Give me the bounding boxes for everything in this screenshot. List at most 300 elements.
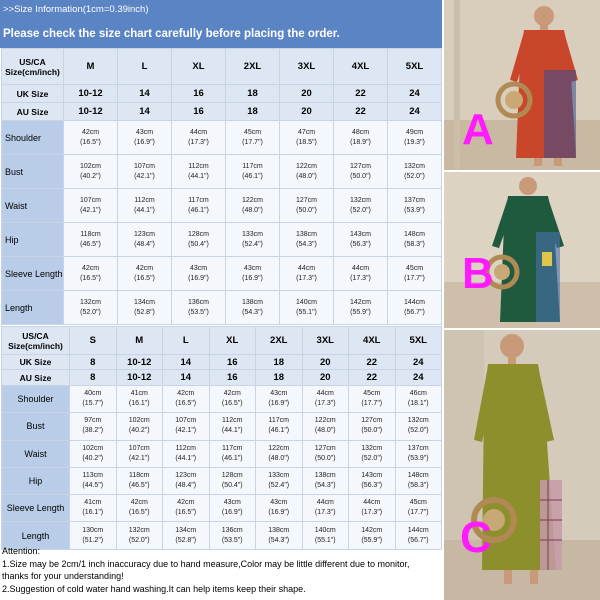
measurement-cm: 107cm (79, 196, 101, 204)
measurement-cm: 44cm (316, 499, 334, 507)
measurement-row (2, 257, 442, 291)
size-value-cell: 24 (388, 103, 442, 121)
size-value-cell: 22 (349, 370, 396, 386)
measurement-cm: 122cm (295, 162, 317, 170)
measurement-inch: (54.3") (314, 482, 336, 490)
measurement-cm: 102cm (82, 444, 104, 452)
measurement-inch: (17.3") (296, 274, 317, 282)
variant-letter-c: C (460, 513, 492, 562)
size-system-label (2, 370, 70, 386)
size-value-cell: 20 (280, 103, 334, 121)
measurement-row (2, 189, 442, 223)
size-header-row (2, 85, 442, 103)
measurement-cell (302, 467, 349, 494)
measurement-cm: 138cm (268, 526, 290, 534)
measurement-cm: 127cm (314, 444, 336, 452)
measurement-cell (256, 495, 303, 522)
measurement-row (2, 440, 442, 467)
measurement-inch: (15.7") (82, 400, 104, 408)
measurement-cm: 44cm (297, 264, 316, 272)
measurement-inch: (17.3") (188, 138, 209, 146)
measurement-cell (388, 291, 442, 325)
measurement-inch: (55.9") (361, 536, 383, 544)
measurement-cm: 143cm (361, 472, 383, 480)
measurement-inch: (53.9") (407, 454, 429, 462)
measurement-cm: 144cm (403, 298, 425, 306)
measurement-cm: 42cm (223, 390, 241, 398)
measurement-inch: (46.1") (221, 454, 243, 462)
measurement-inch: (40.2") (80, 172, 101, 180)
measurement-cell (209, 495, 256, 522)
measurement-cm: 118cm (80, 230, 101, 238)
measurement-name: Hip (2, 467, 70, 494)
measurement-cm: 148cm (403, 230, 425, 238)
size-value-cell: 3XL (302, 327, 349, 355)
attention-line-3: 2.Suggestion of cold water hand washing.It can help items keep their shape. (2, 583, 306, 594)
measurement-row (2, 386, 442, 413)
size-header-row (2, 355, 442, 370)
attention-line-2: thanks for your understanding! (2, 571, 124, 581)
measurement-cm: 45cm (243, 128, 262, 136)
measurement-cell (334, 155, 388, 189)
size-header-row (2, 103, 442, 121)
measurement-inch: (50.0") (314, 454, 336, 462)
measurement-cm: 43cm (189, 264, 208, 272)
measurement-name: Sleeve Length (2, 257, 64, 291)
size-value-cell: 10-12 (116, 355, 163, 370)
measurement-cell (118, 189, 172, 223)
size-system-label-line: AU Size (16, 106, 49, 117)
size-value-cell: S (70, 327, 117, 355)
measurement-cm: 44cm (316, 390, 334, 398)
size-value-cell: 18 (226, 103, 280, 121)
measurement-cell (118, 291, 172, 325)
size-value-cell: 20 (302, 370, 349, 386)
size-value-cell: 10-12 (64, 85, 118, 103)
measurement-cm: 102cm (79, 162, 101, 170)
measurement-inch: (58.3") (407, 482, 429, 490)
measurement-inch: (16.5") (80, 274, 101, 282)
measurement-cell (163, 495, 210, 522)
photo-variant-c[interactable] (444, 330, 600, 600)
size-value-cell: 24 (395, 355, 442, 370)
measurement-inch: (52.0") (80, 308, 101, 316)
size-system-label (2, 355, 70, 370)
measurement-cm: 127cm (349, 162, 371, 170)
measurement-inch: (53.5") (221, 536, 243, 544)
measurement-cell (209, 413, 256, 440)
measurement-cell (256, 467, 303, 494)
measurement-cell (226, 291, 280, 325)
measurement-cm: 42cm (135, 264, 154, 272)
measurement-inch: (53.5") (188, 308, 209, 316)
measurement-cm: 132cm (407, 417, 429, 425)
measurement-cm: 102cm (128, 417, 150, 425)
measurement-row (2, 291, 442, 325)
measurement-inch: (17.3") (361, 509, 383, 517)
measurement-cell (64, 121, 118, 155)
measurement-inch: (46.1") (268, 427, 290, 435)
measurement-inch: (55.1") (314, 536, 336, 544)
size-value-cell: 2XL (226, 49, 280, 85)
size-system-label-line: AU Size (19, 372, 52, 383)
measurement-name: Waist (2, 440, 70, 467)
measurement-cell (163, 413, 210, 440)
measurement-cm: 45cm (405, 264, 424, 272)
measurement-cm: 117cm (188, 196, 209, 204)
measurement-inch: (56.7") (407, 536, 429, 544)
measurement-inch: (17.7") (242, 138, 263, 146)
measurement-cell (118, 223, 172, 257)
measurement-cm: 118cm (129, 472, 150, 480)
measurement-cm: 128cm (221, 472, 243, 480)
measurement-cm: 132cm (349, 196, 371, 204)
measurement-cm: 48cm (351, 128, 370, 136)
measurement-inch: (16.9") (188, 274, 209, 282)
measurement-cell (302, 386, 349, 413)
measurement-cell (64, 257, 118, 291)
measurement-inch: (17.7") (361, 400, 383, 408)
measurement-inch: (52.0") (404, 172, 425, 180)
size-value-cell: 14 (163, 355, 210, 370)
measurement-cm: 117cm (268, 417, 289, 425)
measurement-cm: 127cm (295, 196, 317, 204)
size-chart-header (0, 0, 442, 48)
measurement-cm: 128cm (187, 230, 209, 238)
measurement-cell (256, 386, 303, 413)
measurement-cm: 97cm (84, 417, 102, 425)
measurement-inch: (56.3") (361, 482, 383, 490)
measurement-cell (64, 291, 118, 325)
measurement-cm: 133cm (241, 230, 263, 238)
measurement-row (2, 413, 442, 440)
size-system-label (2, 327, 70, 355)
measurement-inch: (16.5") (128, 509, 150, 517)
measurement-cm: 112cm (222, 417, 243, 425)
measurement-inch: (42.1") (80, 206, 101, 214)
measurement-cm: 112cm (175, 444, 196, 452)
measurement-cm: 47cm (297, 128, 316, 136)
measurement-cell (334, 121, 388, 155)
measurement-inch: (17.7") (407, 509, 429, 517)
measurement-cm: 112cm (188, 162, 209, 170)
measurement-cm: 107cm (128, 444, 150, 452)
measurement-cm: 132cm (361, 444, 383, 452)
measurement-cell (388, 155, 442, 189)
measurement-cell (280, 223, 334, 257)
measurement-cell (349, 495, 396, 522)
size-system-label-line: US/CA (22, 330, 49, 341)
measurement-inch: (52.0") (361, 454, 383, 462)
measurement-inch: (46.5") (128, 482, 150, 490)
measurement-cell (116, 386, 163, 413)
measurement-cm: 117cm (242, 162, 263, 170)
measurement-inch: (52.8") (175, 536, 197, 544)
measurement-cm: 44cm (351, 264, 370, 272)
size-info-text: >>Size Information(1cm=0.39inch) (3, 4, 149, 15)
measurement-inch: (16.9") (242, 274, 263, 282)
measurement-cm: 140cm (314, 526, 336, 534)
check-notice-text: Please check the size chart carefully before placing the order. (3, 28, 340, 40)
measurement-inch: (50.0") (361, 427, 383, 435)
measurement-inch: (53.9") (404, 206, 425, 214)
size-value-cell: 14 (118, 103, 172, 121)
size-system-label (2, 49, 64, 85)
measurement-inch: (58.3") (404, 240, 425, 248)
measurement-cell (209, 467, 256, 494)
size-system-label-line: Size(cm/inch) (5, 66, 60, 77)
measurement-inch: (16.5") (175, 400, 197, 408)
measurement-cm: 42cm (177, 390, 195, 398)
measurement-cm: 40cm (84, 390, 102, 398)
measurement-cell (280, 189, 334, 223)
measurement-cm: 44cm (363, 499, 381, 507)
measurement-cm: 46cm (409, 390, 427, 398)
measurement-cm: 123cm (133, 230, 155, 238)
measurement-cell (226, 189, 280, 223)
measurement-cm: 42cm (81, 264, 100, 272)
measurement-inch: (56.7") (404, 308, 425, 316)
measurement-inch: (40.2") (82, 454, 104, 462)
measurement-inch: (18.9") (350, 138, 371, 146)
size-value-cell: 8 (70, 370, 117, 386)
measurement-cell (280, 257, 334, 291)
measurement-cm: 41cm (130, 390, 148, 398)
measurement-cell (349, 440, 396, 467)
measurement-inch: (42.1") (134, 172, 155, 180)
measurement-cell (334, 257, 388, 291)
measurement-cm: 117cm (222, 444, 243, 452)
size-value-cell: 5XL (395, 327, 442, 355)
measurement-cell (302, 440, 349, 467)
measurement-cm: 122cm (314, 417, 336, 425)
size-value-cell: 16 (209, 355, 256, 370)
measurement-inch: (48.4") (134, 240, 155, 248)
measurement-inch: (44.1") (134, 206, 155, 214)
measurement-inch: (18.1") (407, 400, 429, 408)
measurement-cm: 137cm (407, 444, 429, 452)
measurement-cell (163, 386, 210, 413)
size-value-cell: L (118, 49, 172, 85)
measurement-cell (118, 121, 172, 155)
measurement-cell (388, 223, 442, 257)
measurement-row (2, 155, 442, 189)
measurement-inch: (48.4") (175, 482, 197, 490)
measurement-cell (302, 413, 349, 440)
measurement-cell (163, 467, 210, 494)
measurement-inch: (55.1") (296, 308, 317, 316)
measurement-cell (70, 386, 117, 413)
size-value-cell: M (116, 327, 163, 355)
measurement-cell (172, 291, 226, 325)
measurement-cm: 43cm (270, 499, 288, 507)
measurement-cell (64, 223, 118, 257)
size-value-cell: 16 (172, 103, 226, 121)
measurement-cm: 42cm (177, 499, 195, 507)
measurement-cell (395, 467, 442, 494)
measurement-cell (334, 223, 388, 257)
product-photos-panel (442, 0, 600, 600)
measurement-cell (64, 155, 118, 189)
measurement-inch: (16.1") (82, 509, 104, 517)
measurement-cm: 132cm (403, 162, 425, 170)
size-value-cell: 16 (172, 85, 226, 103)
measurement-inch: (17.7") (404, 274, 425, 282)
measurement-cell (172, 257, 226, 291)
measurement-cell (118, 155, 172, 189)
measurement-inch: (48.0") (268, 454, 290, 462)
measurement-cell (172, 155, 226, 189)
measurement-cm: 45cm (409, 499, 427, 507)
measurement-cell (172, 189, 226, 223)
measurement-cm: 112cm (134, 196, 155, 204)
measurement-cell (395, 386, 442, 413)
size-value-cell: 4XL (334, 49, 388, 85)
measurement-inch: (54.3") (268, 536, 290, 544)
measurement-cell (256, 440, 303, 467)
variant-letter-a: A (462, 105, 494, 154)
measurement-inch: (16.5") (175, 509, 197, 517)
measurement-cm: 42cm (130, 499, 148, 507)
measurement-row (2, 223, 442, 257)
measurement-inch: (44.1") (175, 454, 197, 462)
measurement-cm: 134cm (133, 298, 155, 306)
measurement-cell (70, 467, 117, 494)
size-value-cell: 24 (388, 85, 442, 103)
size-value-cell: 20 (302, 355, 349, 370)
size-value-cell: 22 (349, 355, 396, 370)
measurement-name: Length (2, 522, 70, 549)
measurement-inch: (17.3") (314, 509, 336, 517)
size-value-cell: 18 (256, 355, 303, 370)
measurement-inch: (46.1") (242, 172, 263, 180)
measurement-cm: 113cm (82, 472, 103, 480)
size-value-cell: 8 (70, 355, 117, 370)
measurement-inch: (40.2") (128, 427, 150, 435)
size-system-label-line: Size(cm/inch) (8, 340, 63, 351)
measurement-row (2, 495, 442, 522)
size-value-cell: 24 (395, 370, 442, 386)
measurement-cm: 132cm (79, 298, 101, 306)
measurement-cm: 122cm (241, 196, 263, 204)
measurement-cell (226, 257, 280, 291)
size-value-cell: 22 (334, 85, 388, 103)
measurement-inch: (44.1") (221, 427, 243, 435)
measurement-name: Shoulder (2, 386, 70, 413)
size-system-label (2, 85, 64, 103)
measurement-cell (334, 291, 388, 325)
size-value-cell: 3XL (280, 49, 334, 85)
measurement-inch: (52.0") (128, 536, 150, 544)
measurement-inch: (52.4") (242, 240, 263, 248)
measurement-cell (388, 189, 442, 223)
measurement-cell (70, 413, 117, 440)
size-value-cell: M (64, 49, 118, 85)
measurement-inch: (48.0") (314, 427, 336, 435)
measurement-inch: (52.0") (350, 206, 371, 214)
size-value-cell: 10-12 (64, 103, 118, 121)
measurement-cm: 140cm (295, 298, 317, 306)
size-value-cell: XL (172, 49, 226, 85)
measurement-cell (302, 495, 349, 522)
measurement-inch: (18.5") (296, 138, 317, 146)
measurement-inch: (52.4") (268, 482, 290, 490)
measurement-inch: (42.1") (175, 427, 197, 435)
measurement-cell (395, 440, 442, 467)
size-system-label (2, 103, 64, 121)
measurement-inch: (19.3") (404, 138, 425, 146)
measurement-cm: 136cm (187, 298, 209, 306)
measurement-cell (209, 386, 256, 413)
measurement-inch: (16.1") (128, 400, 150, 408)
measurement-cm: 142cm (361, 526, 383, 534)
measurement-cm: 43cm (270, 390, 288, 398)
measurement-inch: (54.3") (296, 240, 317, 248)
attention-title: Attention: (2, 546, 41, 556)
measurement-cm: 148cm (407, 472, 429, 480)
size-header-row (2, 370, 442, 386)
measurement-cm: 138cm (295, 230, 317, 238)
size-value-cell: 4XL (349, 327, 396, 355)
measurement-cell (349, 386, 396, 413)
size-value-cell: 10-12 (116, 370, 163, 386)
size-value-cell: L (163, 327, 210, 355)
measurement-name: Length (2, 291, 64, 325)
measurement-inch: (44.5") (82, 482, 104, 490)
measurement-cm: 138cm (314, 472, 336, 480)
size-value-cell: 5XL (388, 49, 442, 85)
size-value-cell: 2XL (256, 327, 303, 355)
measurement-cm: 122cm (268, 444, 290, 452)
size-value-cell: 18 (226, 85, 280, 103)
measurement-name: Bust (2, 155, 64, 189)
measurement-row (2, 121, 442, 155)
measurement-cell (334, 189, 388, 223)
measurement-cell (70, 495, 117, 522)
photo-variant-a[interactable] (444, 0, 600, 170)
measurement-cell (163, 440, 210, 467)
measurement-inch: (17.3") (314, 400, 336, 408)
measurement-inch: (38.2") (82, 427, 104, 435)
size-value-cell: 16 (209, 370, 256, 386)
measurement-cell (116, 440, 163, 467)
measurement-inch: (52.8") (134, 308, 155, 316)
measurement-inch: (48.0") (296, 172, 317, 180)
measurement-cell (116, 413, 163, 440)
measurement-cell (388, 257, 442, 291)
measurement-inch: (46.5") (80, 240, 101, 248)
measurement-inch: (16.5") (80, 138, 101, 146)
measurement-cm: 127cm (361, 417, 383, 425)
measurement-inch: (55.9") (350, 308, 371, 316)
measurement-name: Bust (2, 413, 70, 440)
measurement-inch: (42.1") (128, 454, 150, 462)
measurement-inch: (50.0") (296, 206, 317, 214)
measurement-cm: 136cm (221, 526, 243, 534)
measurement-inch: (16.5") (221, 400, 243, 408)
measurement-cell (116, 495, 163, 522)
measurement-cm: 143cm (349, 230, 371, 238)
photo-variant-b[interactable] (444, 172, 600, 328)
size-value-cell: XL (209, 327, 256, 355)
measurement-cm: 43cm (135, 128, 154, 136)
measurement-cm: 133cm (268, 472, 290, 480)
measurement-cell (116, 467, 163, 494)
attention-notes (2, 545, 440, 595)
measurement-cm: 49cm (405, 128, 424, 136)
measurement-cell (280, 155, 334, 189)
measurement-cell (395, 495, 442, 522)
